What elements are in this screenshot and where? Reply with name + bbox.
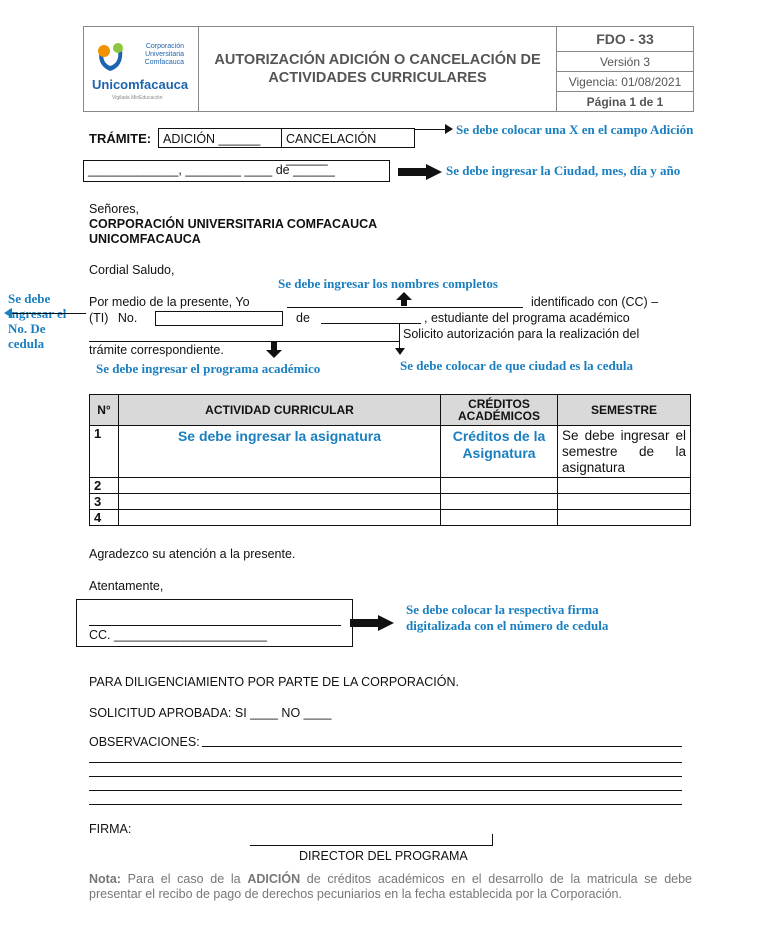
observations-line[interactable] [89,790,682,791]
arrow-right-icon [445,124,453,134]
logo-line: Universitaria [145,51,184,58]
document-page: Página 1 de 1 [586,94,664,109]
logo-cell [84,27,199,111]
footnote-text: Para el caso de la [120,872,248,886]
body-line2-b: de [296,311,310,325]
arrow-down-icon [266,342,282,358]
activity-cell[interactable] [119,494,441,510]
note-signature [406,602,608,634]
activity-cell[interactable] [119,478,441,494]
sign-off: Atentamente, [89,579,164,593]
body-line2-c: , estudiante del programa académico [424,311,630,325]
id-city-field[interactable] [321,323,421,324]
org-short: UNICOMFACAUCA [89,232,201,246]
arrow-line [399,324,400,349]
name-field[interactable] [287,307,523,308]
note-date: Se debe ingresar la Ciudad, mes, día y año [446,163,681,178]
program-field[interactable] [89,341,399,342]
approved-field[interactable]: SOLICITUD APROBADA: SI ____ NO ____ [89,706,332,720]
body-line4: trámite correspondiente. [89,343,224,357]
director-signature-line[interactable] [250,834,493,846]
title-line: ACTIVIDADES CURRICULARES [268,70,487,86]
option-add-field[interactable]: ADICIÓN ______ [158,128,282,148]
title-line: AUTORIZACIÓN ADICIÓN O CANCELACIÓN DE [214,52,541,68]
greeting: Cordial Saludo, [89,263,175,277]
row-number: 2 [90,478,119,494]
note-signature-line: digitalizada con el número de cedula [406,618,609,633]
logo-icon [94,41,128,75]
arrow-left-icon [4,308,12,318]
table-header-row [90,395,691,426]
table-row [90,510,691,526]
credits-cell[interactable] [441,510,558,526]
id-number-field[interactable] [155,311,283,326]
tramite-label: TRÁMITE: [89,131,152,146]
observations-label: OBSERVACIONES: [89,735,200,749]
arrow-line [415,129,447,130]
logo-brand: Unicomfacauca [92,77,189,92]
col-credits: CRÉDITOS ACADÉMICOS [441,395,558,426]
observations-line[interactable] [89,776,682,777]
signature-label: FIRMA: [89,822,132,836]
activity-cell[interactable]: Se debe ingresar la asignatura [119,426,441,478]
col-activity: ACTIVIDAD CURRICULAR [119,395,441,426]
observations-line[interactable] [202,746,682,747]
activity-cell[interactable] [119,510,441,526]
note-signature-line: Se debe colocar la respectiva firma [406,602,599,617]
note-add: Se debe colocar una X en el campo Adición [456,122,694,137]
semester-cell[interactable]: Se debe ingresar el semestre de la asignatura [558,426,691,478]
signature-line [89,625,341,626]
arrow-right-icon [350,615,394,631]
cc-line[interactable]: CC. ______________________ [89,628,267,642]
semester-cell[interactable] [558,510,691,526]
row-number: 1 [90,426,119,478]
document-validity: Vigencia: 01/08/2021 [557,72,693,92]
table-row [90,494,691,510]
footnote-label: Nota: [89,872,121,886]
table-row [90,426,691,478]
document-meta [557,27,693,111]
logo-line: Comfacauca [144,59,184,66]
footnote-text: de créditos académicos en el desarrollo de la matricula se debe presentar el recibo de pago de derechos pecuniarios en la fecha establecida por la Corporación. [89,872,692,901]
date-field[interactable]: _____________, ________ ____ de ______ [83,160,390,182]
document-version: Versión 3 [557,52,693,72]
credits-cell[interactable] [441,494,558,510]
corporation-heading: PARA DILIGENCIAMIENTO POR PARTE DE LA CORPORACIÓN. [89,675,459,689]
arrow-up-icon [396,292,412,306]
arrow-line [10,313,86,314]
document-header [83,26,694,112]
document-title [199,27,557,111]
semester-cell[interactable] [558,494,691,510]
observations-line[interactable] [89,762,682,763]
logo-tagline: Vigilada MinEducación [112,95,163,101]
observations-line[interactable] [89,804,682,805]
curricular-table [89,394,691,526]
credits-cell[interactable] [441,478,558,494]
body-line1-a: Por medio de la presente, Yo [89,295,250,309]
body-line3: Solicito autorización para la realización del [403,327,640,341]
table-row [90,478,691,494]
director-label: DIRECTOR DEL PROGRAMA [299,849,468,863]
salutation: Señores, [89,202,140,216]
logo-text [128,43,184,67]
arrow-down-icon [395,348,405,355]
semester-cell[interactable] [558,478,691,494]
row-number: 4 [90,510,119,526]
footnote-bold: ADICIÓN [247,872,301,886]
thanks-text: Agradezco su atención a la presente. [89,547,296,561]
footnote [89,872,692,902]
note-names: Se debe ingresar los nombres completos [278,276,498,291]
note-program: Se debe ingresar el programa académico [96,361,321,376]
body-line2-a: (TI) No. [89,311,138,325]
col-semester: SEMESTRE [558,395,691,426]
body-line1-b: identificado con (CC) – [531,295,659,309]
option-cancel-field[interactable]: CANCELACIÓN ______ [282,128,415,148]
org-name: CORPORACIÓN UNIVERSITARIA COMFACAUCA [89,217,378,231]
row-number: 3 [90,494,119,510]
arrow-right-icon [398,164,442,180]
credits-cell[interactable]: Créditos de la Asignatura [441,426,558,478]
note-id-city: Se debe colocar de que ciudad es la cedula [400,358,634,373]
document-code: FDO - 33 [557,27,693,52]
col-number: N° [90,395,119,426]
note-id-number: Se debe ingresar el No. De cedula [8,291,67,351]
logo-line: Corporación [145,43,184,50]
